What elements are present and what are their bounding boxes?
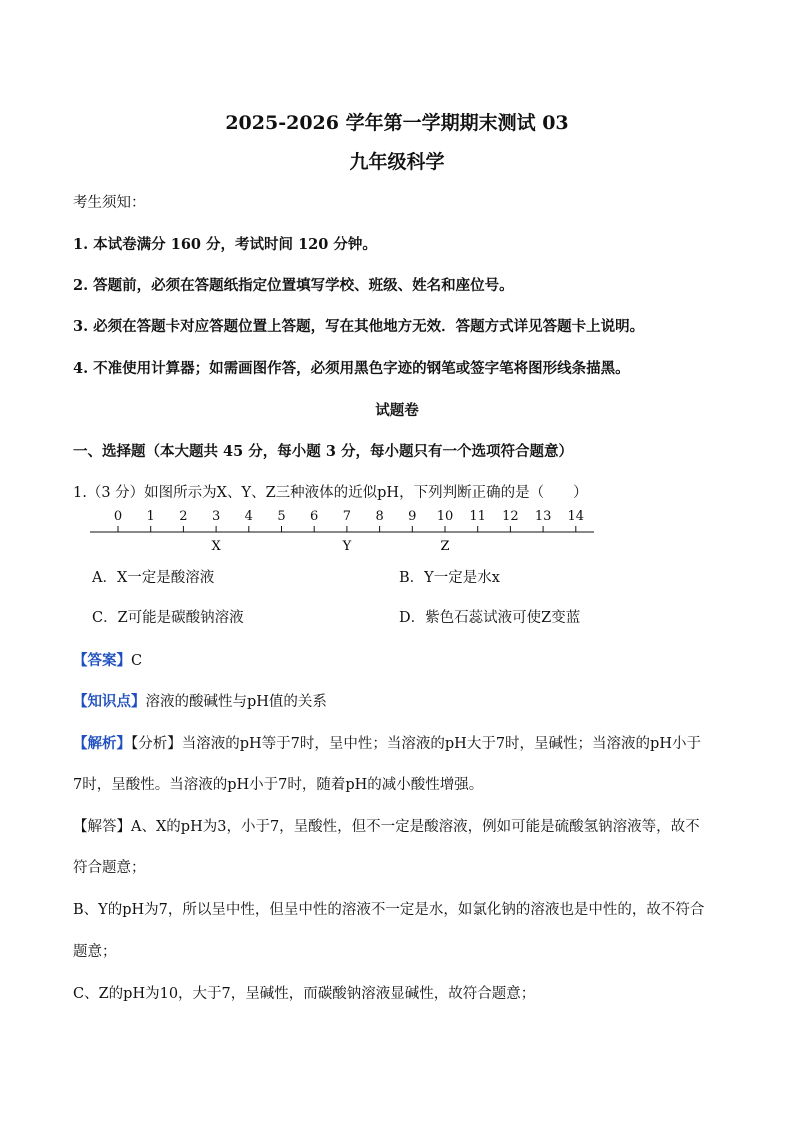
ph-tick-label: 13 <box>534 509 552 524</box>
solution-line-1: 【解答】A、X的pH为3，小于7，呈酸性，但不一定是酸溶液，例如可能是硫酸氢钠溶液等，故不 <box>73 819 700 835</box>
ph-marker-y: Y <box>342 539 352 554</box>
notice-item-4: 4. 不准使用计算器；如需画图作答，必须用黑色字迹的钢笔或签字笔将图形线条描黑。 <box>73 360 630 377</box>
ph-marker-z: Z <box>440 539 450 554</box>
answer-line <box>73 649 142 670</box>
notice-item-1: 1. 本试卷满分 160 分，考试时间 120 分钟。 <box>73 236 377 253</box>
solution-line-3: B、Y的pH为7，所以呈中性，但呈中性的溶液不一定是水，如氯化钠的溶液也是中性的，故不符合 <box>73 902 705 918</box>
ph-tick-label: 1 <box>146 509 155 524</box>
ph-tick-label: 8 <box>375 509 384 524</box>
section-label: 试题卷 <box>375 402 419 419</box>
ph-tick-label: 3 <box>211 509 221 524</box>
ph-marker-x: X <box>211 539 221 554</box>
page-subtitle: 九年级科学 <box>349 151 445 173</box>
ph-tick-label: 12 <box>502 509 519 524</box>
analysis-tag: 【解析】 <box>73 735 131 752</box>
ph-scale <box>90 522 594 556</box>
solution-line-5: C、Z的pH为10，大于7，呈碱性，而碳酸钠溶液显碱性，故符合题意； <box>73 986 536 1002</box>
knowledge-line <box>73 690 327 711</box>
analysis-text-1: 【分析】当溶液的pH等于7时，呈中性；当溶液的pH大于7时，呈碱性；当溶液的pH小于 <box>131 736 701 752</box>
solution-line-2: 符合题意； <box>73 860 146 876</box>
option-a: A．X一定是酸溶液 <box>92 570 215 586</box>
question-stem: 1.（3 分）如图所示为X、Y、Z三种液体的近似pH，下列判断正确的是（ ） <box>73 485 588 501</box>
section-heading: 一、选择题（本大题共 45 分，每小题 3 分，每小题只有一个选项符合题意） <box>73 443 573 460</box>
notice-item-3: 3. 必须在答题卡对应答题位置上答题，写在其他地方无效．答题方式详见答题卡上说明。 <box>73 318 645 335</box>
solution-line-4: 题意； <box>73 944 117 960</box>
notice-heading: 考生须知： <box>73 195 146 211</box>
analysis-line-2: 7时，呈酸性。当溶液的pH小于7时，随着pH的减小酸性增强。 <box>73 777 484 793</box>
notice-item-2: 2. 答题前，必须在答题纸指定位置填写学校、班级、姓名和座位号。 <box>73 277 514 294</box>
option-b: B．Y一定是水x <box>399 570 500 586</box>
knowledge-value: 溶液的酸碱性与pH值的关系 <box>145 694 327 710</box>
page-title: 2025-2026 学年第一学期期末测试 03 <box>225 112 569 134</box>
ph-tick-label: 10 <box>436 509 454 524</box>
ph-tick-label: 4 <box>244 509 253 524</box>
ph-tick-label: 6 <box>310 509 319 524</box>
ph-tick-label: 5 <box>277 509 286 524</box>
ph-tick-label: 0 <box>113 509 123 524</box>
option-d: D．紫色石蕊试液可使Z变蓝 <box>399 610 581 626</box>
ph-tick-label: 14 <box>567 509 585 524</box>
ph-tick-label: 11 <box>469 509 486 524</box>
option-c: C．Z可能是碳酸钠溶液 <box>92 610 244 626</box>
ph-tick-label: 7 <box>342 509 352 524</box>
answer-value: C <box>131 653 143 669</box>
analysis-line-1 <box>73 732 701 753</box>
knowledge-tag: 【知识点】 <box>73 693 146 710</box>
ph-tick-label: 2 <box>179 509 188 524</box>
answer-tag: 【答案】 <box>73 652 131 669</box>
ph-tick-label: 9 <box>408 509 417 524</box>
